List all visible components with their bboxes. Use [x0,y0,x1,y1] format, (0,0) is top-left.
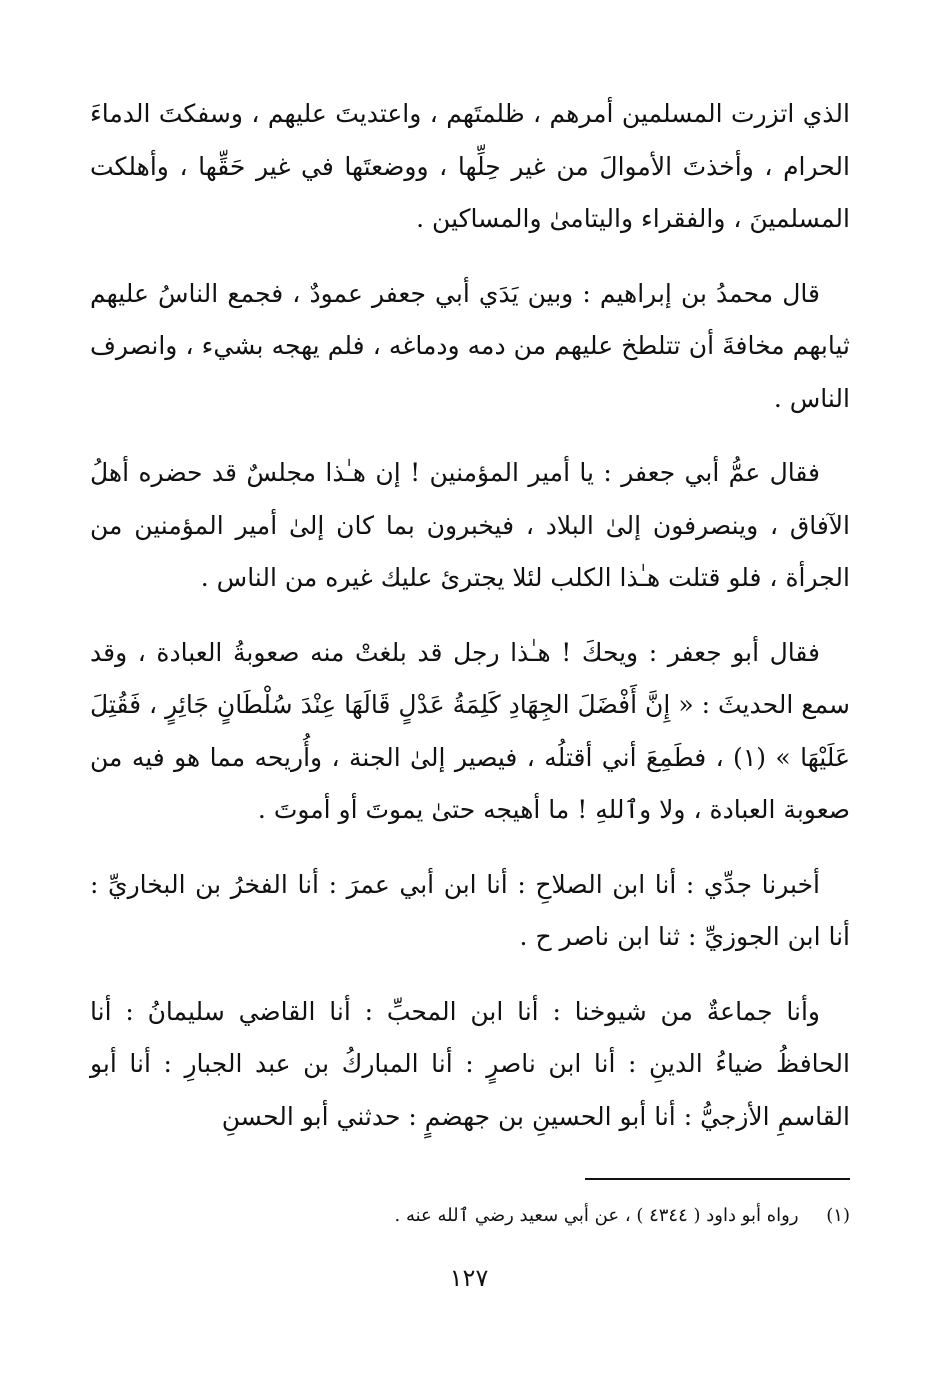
paragraph-6: وأنا جماعةٌ من شيوخنا : أنا ابن المحبِّ : أنا القاضي سليمانُ : أنا الحافظُ ضياءُ الدينِ : أنا ابن ناصرٍ : أنا المباركُ بن عبد الجبارِ : أنا أبو القاسمِ الأزجيُّ : أنا أبو الحسينِ بن جهضمٍ : حدثني أبو الحسنِ [90,996,850,1131]
footnote-number: (١) [826,1205,850,1226]
paragraph-4: فقال أبو جعفر : ويحكَ ! هـٰذا رجل قد بلغتْ منه صعوبةُ العبادة ، وقد سمع الحديثَ : « إِنَّ أَفْضَلَ الجِهَادِ كَلِمَةُ عَدْلٍ قَالَهَا عِنْدَ سُلْطَانٍ جَائِرٍ ، فَقُتِلَ عَلَيْهَا » (١) ، فطَمِعَ أني أقتلُه ، فيصير إلىٰ الجنة ، وأُريحه مما هو فيه من صعوبة العبادة ، ولا وٱللهِ ! ما أهيجه حتىٰ يموتَ أو أموتَ . [90,637,850,824]
footnote [90,1196,850,1236]
paragraph-2: قال محمدُ بن إبراهيم : وبين يَدَي أبي جعفر عمودٌ ، فجمع الناسُ عليهم ثيابهم مخافةَ أن تتلطخ عليهم من دمه ودماغه ، فلم يهجه بشيء ، وانصرف الناس . [90,278,850,413]
footnote-text: رواه أبو داود ( ٤٣٤٤ ) ، عن أبي سعيد رضي ٱلله عنه . [394,1205,799,1226]
page-number: ١٢٧ [449,1264,489,1292]
paragraph-1: الذي اتزرت المسلمين أمرهم ، ظلمتَهم ، واعتديتَ عليهم ، وسفكتَ الدماءَ الحرام ، وأخذتَ الأموالَ من غير حِلِّها ، ووضعتَها في غير حَقِّها ، وأهلكت المسلمينَ ، والفقراء واليتامىٰ والمساكين . [90,99,850,233]
paragraph-3: فقال عمُّ أبي جعفر : يا أمير المؤمنين ! إن هـٰذا مجلسٌ قد حضره أهلُ الآفاق ، وينصرفون إلىٰ البلاد ، فيخبرون بما كان إلىٰ أمير المؤمنين من الجرأة ، فلو قتلت هـٰذا الكلب لئلا يجترئ عليك غيره من الناس . [90,458,850,592]
paragraph-5: أخبرنا جدِّي : أنا ابن الصلاحِ : أنا ابن أبي عمرَ : أنا الفخرُ بن البخاريِّ : أنا ابن الجوزيِّ : ثنا ابن ناصر ح . [90,869,850,951]
footnote-divider [585,1178,850,1180]
main-text [90,88,850,1165]
